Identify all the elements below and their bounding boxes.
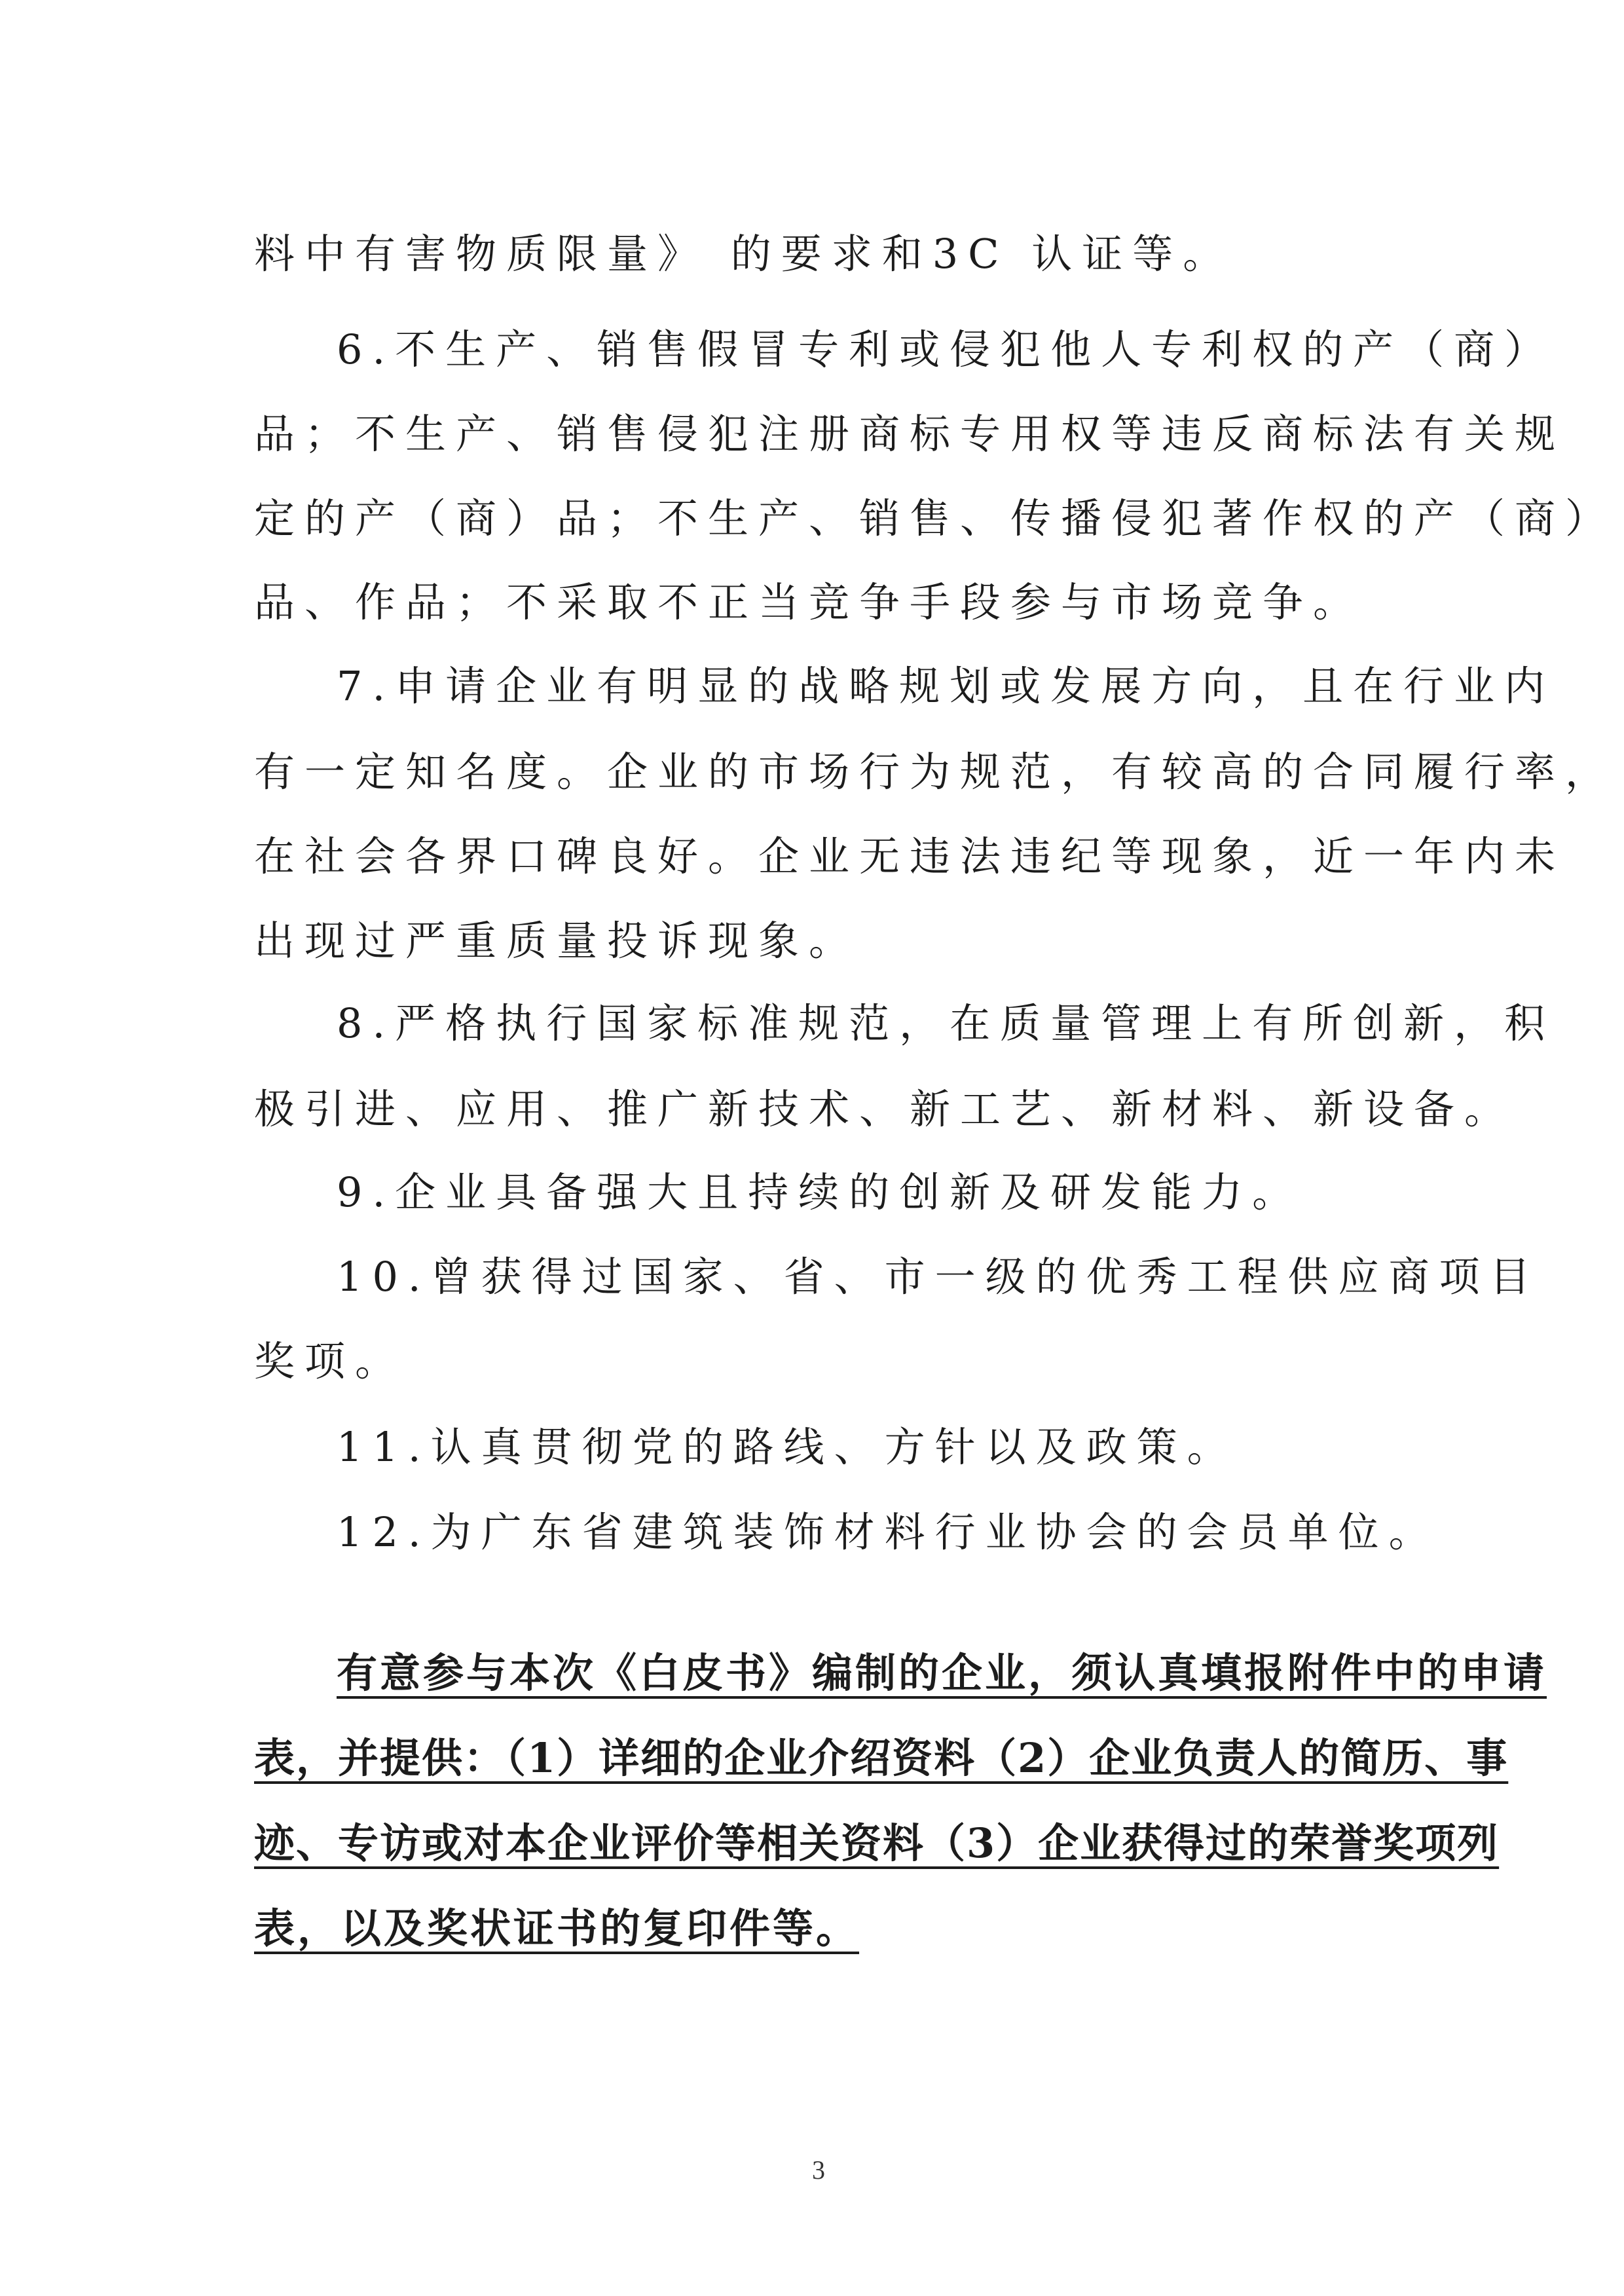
notice-line: 有意参与本次《白皮书》编制的企业，须认真填报附件中的申请 [337, 1649, 1547, 1697]
paragraph-line: 8.严格执行国家标准规范，在质量管理上有所创新，积 [337, 999, 1555, 1047]
notice-line: 迹、专访或对本企业评价等相关资料（3）企业获得过的荣誉奖项列 [254, 1819, 1500, 1867]
paragraph-line: 在社会各界口碑良好。企业无违法违纪等现象，近一年内未 [254, 832, 1566, 880]
paragraph-line: 极引进、应用、推广新技术、新工艺、新材料、新设备。 [254, 1085, 1515, 1133]
paragraph-line: 有一定知名度。企业的市场行为规范，有较高的合同履行率， [254, 748, 1616, 796]
paragraph-line: 料中有害物质限量》 的要求和3C 认证等。 [254, 230, 1234, 278]
page-number: 3 [812, 2155, 825, 2185]
paragraph-line: 10.曾获得过国家、省、市一级的优秀工程供应商项目 [337, 1253, 1540, 1301]
notice-line: 表，以及奖状证书的复印件等。 [254, 1904, 860, 1952]
paragraph-line: 品；不生产、销售侵犯注册商标专用权等违反商标法有关规 [254, 410, 1566, 458]
paragraph-line: 6.不生产、销售假冒专利或侵犯他人专利权的产（商） [337, 325, 1555, 373]
paragraph-line: 定的产（商）品；不生产、销售、传播侵犯著作权的产（商） [254, 494, 1616, 542]
paragraph-line: 11.认真贯彻党的路线、方针以及政策。 [337, 1423, 1238, 1471]
paragraph-line: 7.申请企业有明显的战略规划或发展方向，且在行业内 [337, 662, 1555, 710]
paragraph-line: 奖项。 [254, 1337, 406, 1385]
paragraph-line: 品、作品；不采取不正当竞争手段参与市场竞争。 [254, 578, 1364, 626]
paragraph-line: 12.为广东省建筑装饰材料行业协会的会员单位。 [337, 1508, 1439, 1556]
notice-line: 表，并提供：（1）详细的企业介绍资料（2）企业负责人的简历、事 [254, 1734, 1509, 1782]
paragraph-line: 出现过严重质量投诉现象。 [254, 917, 860, 965]
paragraph-line: 9.企业具备强大且持续的创新及研发能力。 [337, 1168, 1303, 1216]
